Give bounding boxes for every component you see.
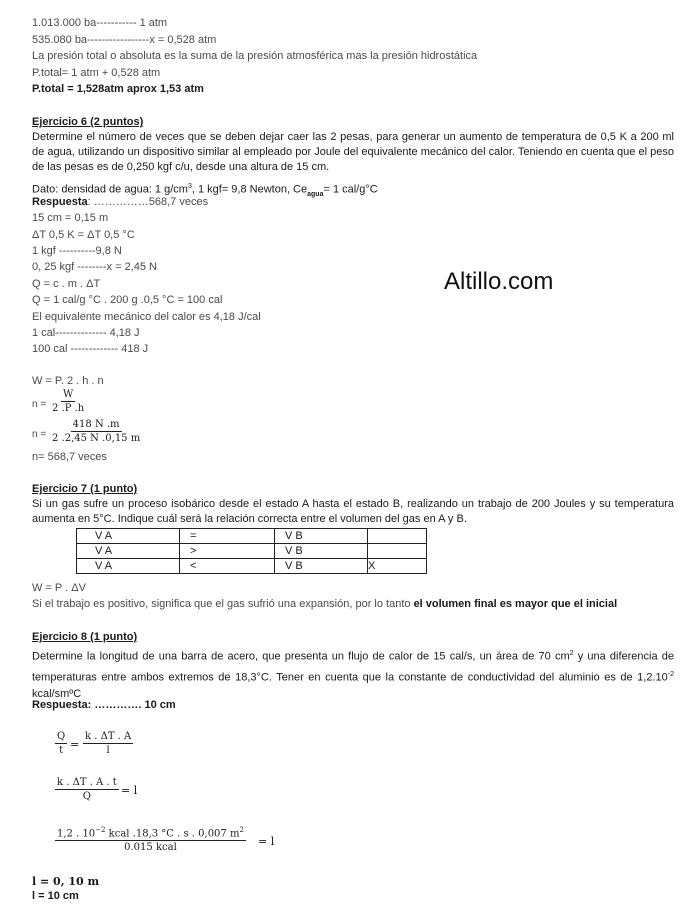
cell-op: > [180, 544, 275, 559]
ex6-step: 1 kgf ----------9,8 N [32, 245, 122, 257]
ex6-step: 0, 25 kgf --------x = 2,45 N [32, 261, 158, 273]
ex6-step: Q = c . m . ΔT [32, 278, 101, 290]
fraction-denominator: 2 .2,45 N .0,15 m [52, 433, 141, 444]
ex6-n-result: n= 568,7 veces [32, 451, 107, 463]
cell-a: V A [77, 559, 180, 574]
line-ptotal-sum: P.total= 1 atm + 0,528 atm [32, 67, 161, 79]
table-row [77, 559, 427, 574]
ex6-title: Ejercicio 6 (2 puntos) [32, 116, 144, 128]
cell-a: V A [77, 544, 180, 559]
ex6-step: Q = 1 cal/g °C . 200 g .0,5 °C = 100 cal [32, 294, 223, 306]
ex6-fraction-1 [50, 388, 86, 415]
line-conversion-2: 535.080 ba-----------------x = 0,528 atm [32, 34, 217, 46]
watermark-text: Altillo.com [444, 268, 554, 295]
table-row [77, 529, 427, 544]
cell-b: V B [275, 559, 368, 574]
cell-mark [368, 544, 427, 559]
fraction-denominator: 2 .P .h [52, 403, 85, 414]
ex8-math2-rhs: = l [121, 784, 138, 797]
cell-b: V B [275, 529, 368, 544]
cell-a: V A [77, 529, 180, 544]
ex7-work-equation: W = P . ΔV [32, 582, 86, 594]
ex6-respuesta: Respuesta: ……………568,7 veces [32, 196, 209, 208]
ex6-statement: Determine el número de veces que se deben dejar caer las 2 pesas, para generar un aumento de temperatura de 0,5 K a 200 ml de agua, utilizando un dispositivo similar al empleado por Joule del equivalente mecánico del calor. Teniendo en cuenta que el peso de las pesas es de 0,250 kgf c/u, desde una altura de 15 cm. [32, 131, 674, 173]
ex8-math1-lhs [55, 730, 67, 757]
ex6-work-equation: W = P. 2 . h . n [32, 375, 104, 387]
line-pressure-note: La presión total o absoluta es la suma de la presión atmosférica mas la presión hidrostática [32, 50, 478, 62]
fraction-denominator: l [106, 745, 110, 756]
fraction-denominator: Q [82, 791, 91, 802]
ex6-step: 100 cal ------------- 418 J [32, 343, 149, 355]
ex8-title: Ejercicio 8 (1 punto) [32, 631, 138, 643]
ex6-dato: Dato: densidad de agua: 1 $g/cm^3$, 1 kgf= 9,8 Newton, $Ce_{agua}= 1$ cal/g°C [32, 183, 378, 198]
fraction-numerator: k . ΔT . A [85, 731, 132, 742]
ex6-fraction-2 [50, 418, 142, 445]
cell-mark [368, 529, 427, 544]
fraction-numerator: 418 N .m [72, 419, 120, 430]
cell-b: V B [275, 544, 368, 559]
fraction-numerator: Q [57, 731, 66, 742]
ex8-statement: Determine la longitud de una barra de acero, que presenta un flujo de calor de 15 cal/s, un área de 70 $cm^2$ y una diferencia de temperaturas entre ambos extremos de 18,3°C. Tener en cuenta que la constante de conductividad del aluminio es de $1,2.10^{-2}$ kcal/smºC [32, 650, 674, 701]
fraction-numerator: k . ΔT . A . t [57, 777, 117, 788]
ex6-step: 1 cal-------------- 4,18 J [32, 327, 140, 339]
cell-op: < [180, 559, 275, 574]
ex8-math1-equals: = [70, 738, 80, 751]
ex8-result-meters: l = 0, 10 m [32, 875, 100, 888]
cell-op: = [180, 529, 275, 544]
ex8-math3-fraction [55, 824, 246, 854]
table-row [77, 544, 427, 559]
ex6-step: ΔT 0,5 K = ΔT 0,5 °C [32, 229, 135, 241]
fraction-denominator: t [59, 745, 64, 756]
ex7-conclusion: Si el trabajo es positivo, significa que el gas sufrió una expansión, por lo tanto el volumen final es mayor que el inicial [32, 598, 618, 610]
ex7-options-table [76, 528, 427, 574]
fraction-denominator: 0.015 kcal [124, 842, 177, 854]
ex8-respuesta: Respuesta: …………. 10 cm [32, 699, 176, 711]
fraction-numerator: W [62, 389, 74, 400]
cell-mark: X [368, 559, 427, 574]
ex6-step: El equivalente mecánico del calor es 4,18 J/cal [32, 311, 261, 323]
ex8-math3-rhs: = l [258, 835, 275, 848]
ex8-result-cm: l = 10 cm [32, 890, 79, 902]
ex7-title: Ejercicio 7 (1 punto) [32, 483, 138, 495]
ex8-math1-rhs [83, 730, 133, 757]
line-conversion-1: 1.013.000 ba----------- 1 atm [32, 17, 168, 29]
line-ptotal-result: P.total = 1,528atm aprox 1,53 atm [32, 83, 204, 95]
ex8-math2-fraction [55, 776, 119, 803]
fraction-numerator: 1,2 . $10^{-2}$ kcal .18,3 °C . s . 0,007 $m^2$ [57, 826, 244, 840]
ex7-statement: Si un gas sufre un proceso isobárico desde el estado A hasta el estado B, realizando un trabajo de 200 Joules y su temperatura aumenta en 5°C. Indique cuál será la relación correcta entre el volumen del gas en A y B. [32, 498, 674, 525]
ex6-n-label: n = [32, 399, 47, 410]
ex6-step: 15 cm = 0,15 m [32, 212, 109, 224]
ex6-n-label-2: n = [32, 429, 47, 440]
